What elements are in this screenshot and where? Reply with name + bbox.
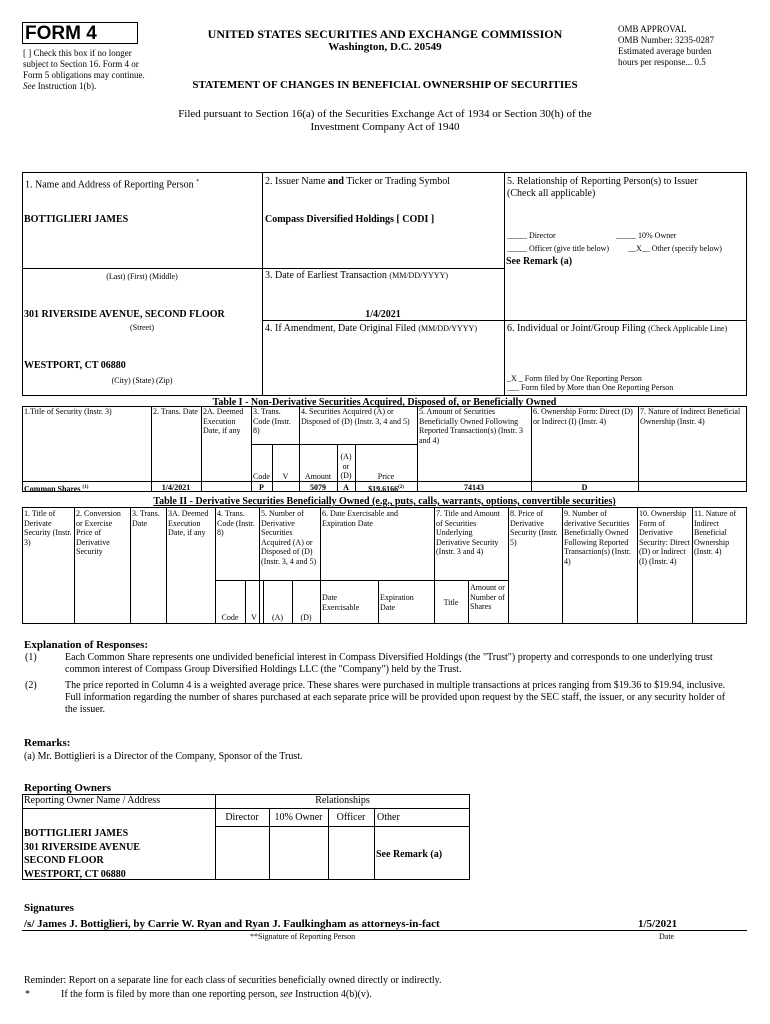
ro-col-other: Other (377, 812, 400, 823)
t2-h12: 11. Nature of Indirect Beneficial Ownership (Instr. 4) (694, 509, 737, 556)
t1-sub-amount: Amount (304, 472, 332, 481)
earliest-transaction-date: 1/4/2021 (365, 309, 401, 320)
t2-sub-date-exercisable: Date Exercisable (322, 593, 360, 612)
t1-row-owned: 74143 (464, 483, 484, 492)
t1-row-date: 1/4/2021 (161, 483, 191, 492)
explanation-item-2-num: (2) (25, 680, 37, 691)
t2-sub-v: V (251, 613, 257, 622)
reporting-owners-heading: Reporting Owners (24, 782, 112, 794)
t1-h7: 6. Ownership Form: Direct (D) or Indirect (I) (Instr. 4) (533, 407, 633, 426)
t2-sub-code: Code (221, 613, 239, 622)
t1-row-price: $19.6166$^{(2)}$ (368, 484, 404, 494)
signatures-heading: Signatures (24, 902, 74, 914)
remarks-heading: Remarks: (24, 737, 71, 749)
box3-label: 3. Date of Earliest Transaction (MM/DD/YYYY) (265, 270, 449, 281)
t2-h10: 9. Number of derivative Securities Beneficially Owned Following Reported Transaction(s) (Instr. 4) (564, 509, 631, 566)
ro-other-value: See Remark (a) (376, 849, 443, 860)
signature-date: 1/5/2021 (638, 918, 678, 930)
table2-title: Table II - Derivative Securities Beneficially Owned (e.g., puts, calls, warrants, options, convertible securities) (153, 496, 616, 507)
no-longer-subject-checkbox-text[interactable]: [ ] Check this box if no longer subject to Section 16. Form 4 or Form 5 obligations may continue. See Instruction 1(b). (23, 48, 145, 91)
t2-h6: 5. Number of Derivative Securities Acquired (A) or Disposed of (D) (Instr. 3, 4 and 5) (261, 509, 317, 566)
box2-label: 2. Issuer Name and Ticker or Trading Symbol (265, 176, 451, 187)
t1-row-code: P (259, 483, 264, 492)
reporting-person-street: 301 RIVERSIDE AVENUE, SECOND FLOOR (24, 309, 225, 320)
filing-one-person: _X _ Form filed by One Reporting Person (507, 374, 642, 383)
explanation-item-1: Each Common Share represents one undivided beneficial interest in Compass Diversified Holdings (the "Trust") property and corresponds to one underlying trust common interest of Compass Group Diversified Holdings LLC (the "Company") held by the Trust. (65, 652, 713, 675)
t1-h8: 7. Nature of Indirect Beneficial Ownership (Instr. 4) (640, 407, 741, 426)
reminder-line1: Reminder: Report on a separate line for each class of securities beneficially owned directly or indirectly. (24, 975, 442, 986)
relationship-remark: See Remark (a) (506, 256, 573, 267)
t2-h1: 1. Title of Derivate Security (Instr. 3) (24, 509, 72, 547)
signature-caption: **Signature of Reporting Person (250, 932, 356, 941)
t2-sub-amount-shares: Amount or Number of Shares (470, 583, 505, 611)
ro-col-10pct: 10% Owner (274, 812, 323, 823)
form-title: FORM 4 (25, 23, 97, 44)
relationship-officer: _____ Officer (give title below) (507, 244, 610, 253)
signature-text: /s/ James J. Bottiglieri, by Carrie W. Ryan and Ryan J. Faulkingham as attorneys-in-fact (24, 918, 440, 930)
agency-address: Washington, D.C. 20549 (328, 41, 442, 53)
t1-row-aord: A (343, 483, 349, 492)
t1-h5: 4. Securities Acquired (A) or Disposed of (D) (Instr. 3, 4 and 5) (301, 407, 410, 426)
t2-sub-d: (D) (300, 613, 312, 622)
form-title-box (22, 22, 138, 44)
t1-h3: 2A. Deemed Execution Date, if any (203, 407, 244, 435)
t2-sub-a: (A) (271, 613, 284, 622)
t2-h5: 4. Trans. Code (Instr. 8) (217, 509, 255, 537)
ro-col-name: Reporting Owner Name / Address (24, 795, 161, 806)
reminder-line2: If the form is filed by more than one reporting person, see Instruction 4(b)(v). (61, 989, 372, 1000)
filing-multiple-persons: ___ Form filed by More than One Reporting Person (507, 383, 674, 392)
t2-h2: 2. Conversion or Exercise Price of Derivative Security (76, 509, 121, 556)
t1-row-security: Common Shares $^{(1)}$ (24, 484, 89, 494)
t1-h2: 2. Trans. Date (153, 407, 198, 416)
street-caption: (Street) (130, 323, 154, 332)
t2-sub-title: Title (443, 598, 459, 607)
signature-date-caption: Date (659, 932, 675, 941)
relationship-other: __X__ Other (specify below) (628, 244, 722, 253)
ro-col-director: Director (225, 812, 259, 823)
name-caption: (Last) (First) (Middle) (106, 272, 178, 281)
explanation-item-2: The price reported in Column 4 is a weighted average price. These shares were purchased in multiple transactions at prices ranging from $19.36 to $19.94, inclusive. Full information regarding the number of shares purchased at each separate price will be provided upon request by the SEC staff, the issuer, or any security holder of the issuer. (65, 680, 726, 715)
explanation-item-1-num: (1) (25, 652, 37, 663)
explanation-heading: Explanation of Responses: (24, 639, 149, 651)
ro-col-officer: Officer (336, 812, 366, 823)
box5-label: 5. Relationship of Reporting Person(s) to Issuer (Check all applicable) (507, 176, 698, 199)
t1-h6: 5. Amount of Securities Beneficially Owned Following Reported Transaction(s) (Instr. 3 and 4) (419, 407, 523, 445)
statement-title: STATEMENT OF CHANGES IN BENEFICIAL OWNERSHIP OF SECURITIES (192, 79, 578, 91)
reporting-person-name: BOTTIGLIERI JAMES (24, 214, 129, 225)
t2-h8: 7. Title and Amount of Securities Underlying Derivative Security (Instr. 3 and 4) (436, 509, 501, 556)
t1-row-amount: 5079 (310, 483, 326, 492)
t2-h9: 8. Price of Derivative Security (Instr. 5) (510, 509, 558, 547)
t2-sub-expiration: Expiration Date (380, 593, 414, 612)
box4-label: 4. If Amendment, Date Original Filed (MM/DD/YYYY) (265, 323, 477, 334)
ro-col-relationships: Relationships (315, 795, 370, 806)
t1-row-form: D (581, 483, 588, 492)
t1-sub-v: V (282, 472, 289, 481)
t2-h3: 3. Trans. Date (132, 509, 160, 528)
t1-h4: 3. Trans. Code (Instr. 8) (253, 407, 291, 435)
t1-sub-aord: (A) or (D) (340, 452, 352, 480)
relationship-10pct: _____ 10% Owner (616, 231, 677, 240)
t2-h11: 10. Ownership Form of Derivative Security: Direct (D) or Indirect (I) (Instr. 4) (639, 509, 690, 566)
reminder-star: * (25, 989, 30, 1000)
t2-h7: 6. Date Exercisable and Expiration Date (322, 509, 398, 528)
filed-pursuant: Filed pursuant to Section 16(a) of the Securities Exchange Act of 1934 or Section 30(h) of the Investment Company Act of 1940 (178, 108, 592, 133)
city-caption: (City) (State) (Zip) (111, 376, 173, 385)
t2-h4: 3A. Deemed Execution Date, if any (168, 509, 209, 537)
box1-label: 1. Name and Address of Reporting Person * (25, 179, 200, 191)
reporting-info-grid (22, 172, 747, 396)
omb-approval: OMB APPROVAL OMB Number: 3235-0287 Estimated average burden hours per response... 0.5 (618, 24, 714, 67)
agency-name: UNITED STATES SECURITIES AND EXCHANGE COMMISSION (207, 27, 563, 41)
issuer-name: Compass Diversified Holdings [ CODI ] (265, 214, 435, 225)
t1-h1: 1.Title of Security (Instr. 3) (24, 407, 112, 416)
t1-sub-code: Code (253, 472, 270, 481)
remarks-text: (a) Mr. Bottiglieri is a Director of the Company, Sponsor of the Trust. (24, 751, 303, 762)
table1-title: Table I - Non-Derivative Securities Acquired, Disposed of, or Beneficially Owned (212, 397, 557, 408)
reporting-person-city: WESTPORT, CT 06880 (24, 360, 126, 371)
ro-owner-address: BOTTIGLIERI JAMES 301 RIVERSIDE AVENUE SECOND FLOOR WESTPORT, CT 06880 (24, 828, 140, 880)
t1-sub-price: Price (377, 472, 395, 481)
relationship-director: _____ Director (507, 231, 556, 240)
box6-label: 6. Individual or Joint/Group Filing (Check Applicable Line) (507, 323, 728, 334)
